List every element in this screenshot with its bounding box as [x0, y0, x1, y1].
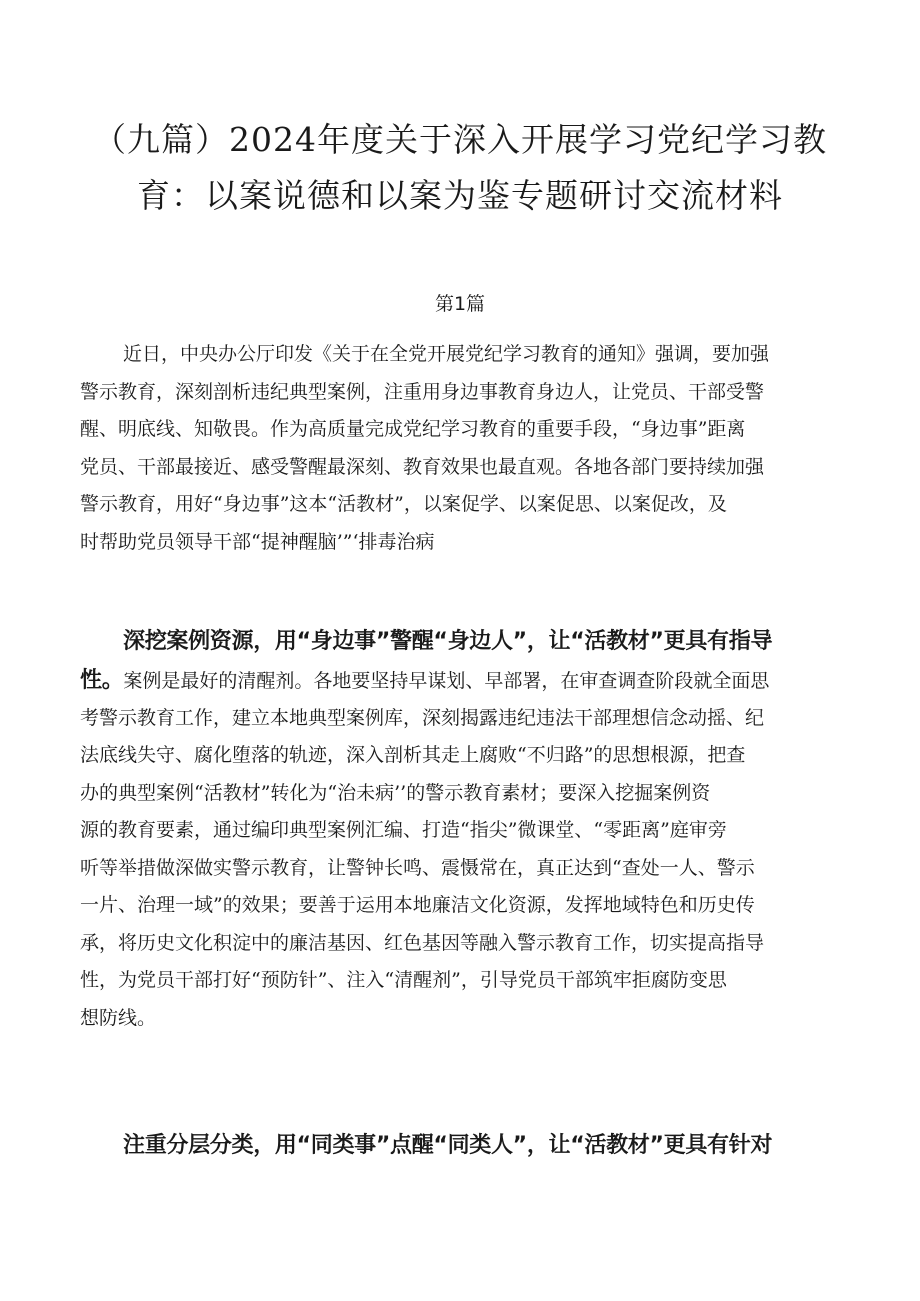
paragraph-line: 近日，中央办公厅印发《关于在全党开展党纪学习教育的通知》强调，要加强 [123, 343, 770, 365]
paragraph-line: 法底线失守、腐化堕落的轨迹，深入剖析其走上腐败“不归路”的思想根源，把查 [80, 744, 746, 766]
paragraph-line: 时帮助党员领导干部“提神醒脑’”‘排毒治病 [80, 530, 435, 553]
paragraph-line: 性，为党员干部打好“预防针”、注入“清醒剂”，引导党员干部筑牢拒腐防变思 [80, 969, 727, 991]
section-label: 第1篇 [434, 293, 486, 315]
paragraph-line [80, 662, 860, 700]
paragraph-line: 承，将历史文化积淀中的廉洁基因、红色基因等融入警示教育工作，切实提高指导 [80, 931, 765, 954]
title-line-2: 育：以案说德和以案为鉴专题研讨交流材料 [137, 176, 783, 215]
document-title [60, 112, 860, 224]
title-line-1: （九篇）2024年度关于深入开展学习党纪学习教 [93, 120, 827, 159]
paragraph-line: 警示教育，深刻剖析违纪典型案例，注重用身边事教育身边人，让党员、干部受警 [80, 380, 765, 403]
paragraph-line: 党员、干部最接近、感受警醒最深刻、教育效果也最直观。各地各部门要持续加强 [80, 455, 765, 478]
paragraph-line: 想防线。 [80, 1006, 157, 1029]
paragraph-3 [80, 1126, 860, 1166]
paragraph-line: 源的教育要素，通过编印典型案例汇编、打造“指尖”微课堂、“零距离”庭审旁 [80, 819, 727, 841]
paragraph-1 [80, 336, 860, 561]
paragraph-line: 警示教育，用好“身边事”这本“活教材”，以案促学、以案促思、以案促改，及 [80, 493, 727, 515]
paragraph-line: 办的典型案例“活教材”转化为“治未病’’的警示教育素材；要深入挖掘案例资 [80, 781, 711, 804]
paragraph-line: 考警示教育工作，建立本地典型案例库，深刻揭露违纪违法干部理想信念动摇、纪 [80, 706, 765, 729]
paragraph-line-rest: 案例是最好的清醒剂。各地要坚持早谋划、早部署，在审查调查阶段就全面思 [123, 670, 770, 692]
paragraph-heading: 深挖案例资源，用“身边事”警醒“身边人”，让“活教材”更具有指导 [123, 629, 773, 654]
paragraph-heading: 注重分层分类，用“同类事”点醒“同类人”，让“活教材”更具有针对 [123, 1133, 773, 1158]
paragraph-2 [80, 622, 860, 1037]
paragraph-line: 醒、明底线、知敬畏。作为高质量完成党纪学习教育的重要手段，“身边事”距离 [80, 418, 746, 440]
paragraph-heading-tail: 性。 [80, 668, 124, 693]
paragraph-line: 听等举措做深做实警示教育，让警钟长鸣、震慑常在，真正达到“查处一人、警示 [80, 856, 755, 879]
paragraph-line: 一片、治理一域”的效果；要善于运用本地廉洁文化资源，发挥地域特色和历史传 [80, 894, 755, 916]
